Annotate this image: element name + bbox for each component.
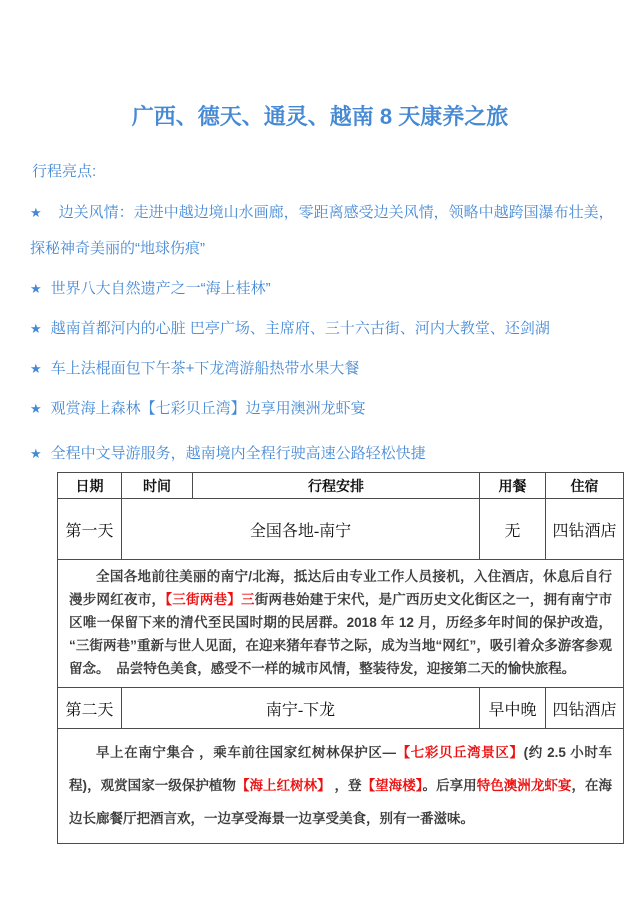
star-icon: ★ — [30, 361, 42, 376]
highlight-item — [30, 195, 616, 267]
day1-description-cell — [58, 560, 624, 688]
highlight-item — [30, 351, 616, 387]
day1-label-cell: 第一天 — [58, 499, 122, 560]
body-text: 街两巷始建于宋代，是广西历史文化街区之一，拥有南宁市区唯一保留下来的清代至民国时期的民居群。2018 年 12 月，历经多年时间的保护改造，“三街两巷”重新与世人见面，在迎来猪年春节之际，成为当地“网红”，吸引着众多游客参观留念。 品尝特色美食，感受不一样的城市风情，整装待发，迎接第二天的愉快旅程。 — [69, 592, 612, 676]
body-text: 全国各地前往美丽的南宁/北海，抵达后由专业工作人员接机，入住酒店，休息后自行漫步网红夜市， — [69, 569, 612, 607]
day1-hotel-cell: 四钻酒店 — [546, 499, 624, 560]
header-cell-plan: 行程安排 — [193, 473, 480, 499]
body-text: 早上在南宁集合 ，乘车前往国家红树林保护区— — [96, 745, 397, 760]
day1-route-cell: 全国各地-南宁 — [122, 499, 480, 560]
day1-meals-cell: 无 — [480, 499, 546, 560]
table-row-day2 — [58, 688, 624, 729]
table-header-row — [58, 473, 624, 499]
body-text: (约 2.5 小时车程)，观赏国家一级保护植物 — [69, 745, 613, 793]
table-row-day2-description — [58, 729, 624, 844]
highlighted-text: 【七彩贝丘湾景区】 — [396, 745, 524, 760]
day2-description — [69, 736, 612, 835]
highlighted-text: 【海上红树林】 — [235, 778, 331, 793]
highlight-text: 车上法棍面包下午茶+下龙湾游船热带水果大餐 — [50, 360, 360, 377]
highlight-item — [30, 271, 616, 307]
highlight-text: 世界八大自然遗产之一“海上桂林” — [50, 280, 271, 297]
highlighted-text: 【望海楼】 — [361, 778, 423, 793]
highlight-text: 全程中文导游服务，越南境内全程行驶高速公路轻松快捷 — [50, 445, 426, 462]
day2-route-cell: 南宁-下龙 — [122, 688, 480, 729]
day2-hotel-cell: 四钻酒店 — [546, 688, 624, 729]
star-icon: ★ — [30, 205, 42, 220]
body-text: ，登 — [330, 778, 362, 793]
highlighted-text: 特色澳洲龙虾宴 — [476, 778, 572, 793]
page-title: 广西、德天、通灵、越南 8 天康养之旅 — [131, 104, 509, 129]
highlight-item — [30, 436, 616, 472]
table-row-day1 — [58, 499, 624, 560]
star-icon: ★ — [30, 321, 42, 336]
header-cell-hotel: 住宿 — [546, 473, 624, 499]
highlight-item — [30, 311, 616, 347]
star-icon: ★ — [30, 401, 42, 416]
highlights-section — [30, 160, 616, 476]
highlighted-text: 三 — [241, 592, 255, 607]
body-text: ，在海边长廊餐厅把酒言欢，一边享受海景一边享受美食，别有一番滋味。 — [69, 778, 613, 826]
highlight-text: 边关风情：走进中越边境山水画廊，零距离感受边关风情，领略中越跨国瀑布壮美，探秘神奇美丽的“地球伤痕” — [30, 204, 614, 257]
header-cell-date: 日期 — [58, 473, 122, 499]
body-text: 。后享用 — [422, 778, 477, 793]
highlights-label: 行程亮点: — [32, 163, 97, 180]
highlight-text: 观赏海上森林【七彩贝丘湾】边享用澳洲龙虾宴 — [50, 400, 366, 417]
star-icon: ★ — [30, 281, 42, 296]
day1-description — [69, 565, 612, 680]
highlight-text: 越南首都河内的心脏 巴亭广场、主席府、三十六古街、河内大教堂、还剑湖 — [50, 320, 550, 337]
star-icon: ★ — [30, 446, 42, 461]
itinerary-table — [57, 472, 624, 844]
highlight-item — [30, 391, 616, 427]
header-cell-time: 时间 — [122, 473, 193, 499]
highlighted-text: 【三街两巷】 — [165, 592, 241, 607]
table-row-day1-description — [58, 560, 624, 688]
header-cell-meals: 用餐 — [480, 473, 546, 499]
day2-description-cell — [58, 729, 624, 844]
day2-label-cell: 第二天 — [58, 688, 122, 729]
highlights-list — [30, 195, 616, 472]
day2-meals-cell: 早中晚 — [480, 688, 546, 729]
